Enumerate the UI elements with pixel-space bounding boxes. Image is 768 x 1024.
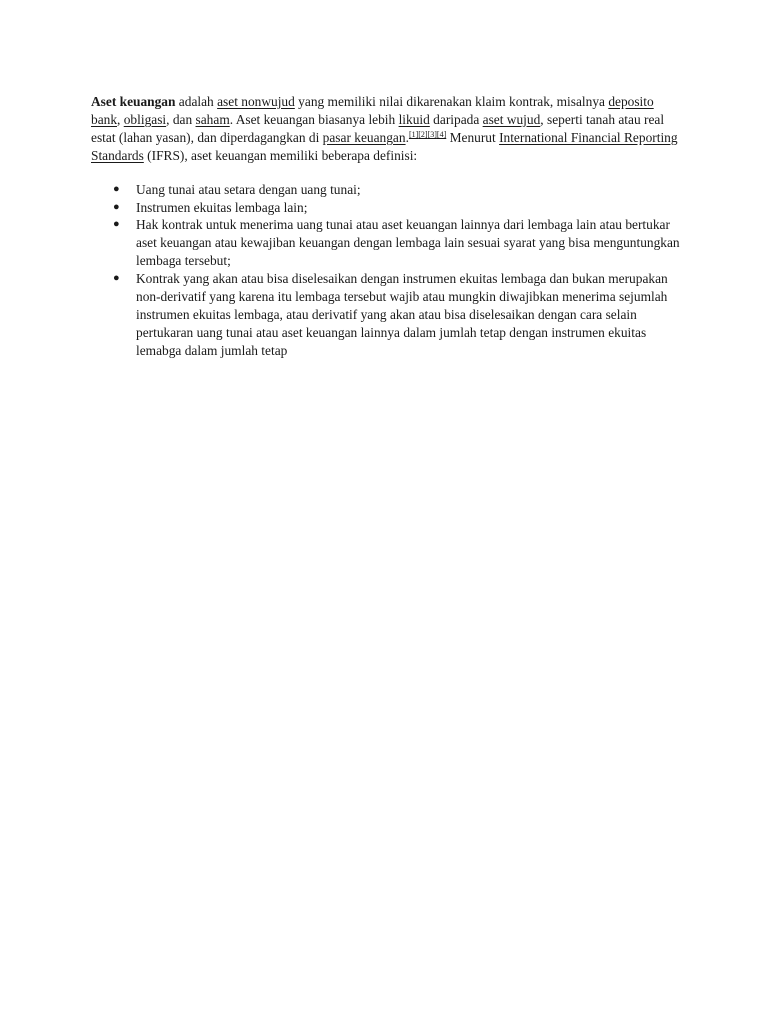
text-span: . Aset keuangan biasanya lebih [229,111,399,127]
list-item [113,270,681,360]
link-aset-nonwujud[interactable]: aset nonwujud [217,94,295,109]
text-span: (IFRS), aset keuangan memiliki beberapa definisi: [143,147,418,163]
list-item [113,216,681,270]
document-page [91,93,681,360]
text-span: , [117,111,124,127]
definition-list [91,181,681,360]
term-heading: Aset keuangan [91,94,176,109]
intro-paragraph [91,93,681,165]
text-span: , dan [166,111,196,127]
link-ifrs[interactable]: International Financial Reporting Standards [91,129,678,163]
link-saham[interactable]: saham [195,111,230,127]
list-item [113,181,681,199]
bullet-icon: ● [113,182,120,195]
link-pasar-keuangan[interactable]: pasar keuangan [322,129,406,145]
link-aset-wujud[interactable]: aset wujud [482,111,541,127]
text-span: . [405,129,409,145]
bullet-icon: ● [113,272,120,285]
bullet-icon: ● [113,200,120,213]
list-item-text: Kontrak yang akan atau bisa diselesaikan dengan instrumen ekuitas lembaga dan bukan merupakan non-derivatif yang karena itu lembaga tersebut wajib atau mungkin diwajibkan menerima sejumlah instrumen ekuitas lembaga, atau derivatif yang akan atau bisa diselesaikan dengan cara selain pertukaran uang tunai atau aset keuangan lainnya dalam jumlah tetap dengan instrumen ekuitas lemabga dalam jumlah tetap [136,271,668,358]
link-obligasi[interactable]: obligasi [123,111,167,127]
bullet-icon: ● [113,218,120,231]
list-item-text: Hak kontrak untuk menerima uang tunai atau aset keuangan lainnya dari lembaga lain atau bertukar aset keuangan atau kewajiban keuangan dengan lembaga lain sesuai syarat yang bisa menguntungkan lembaga tersebut; [136,217,680,269]
reference-link-2[interactable]: [2] [418,129,428,139]
text-span: adalah [175,94,218,109]
list-item-text: Uang tunai atau setara dengan uang tunai; [136,181,361,197]
text-span: daripada [429,111,483,127]
text-span: Menurut [446,129,500,145]
reference-markers [409,130,446,139]
list-item [113,199,681,217]
text-span: , seperti tanah atau real estat (lahan yasan), dan diperdagangkan di [91,111,665,145]
reference-link-3[interactable]: [3] [427,129,437,139]
reference-link-1[interactable]: [1] [408,129,419,139]
link-deposito-bank[interactable]: deposito bank [91,94,654,127]
list-item-text: Instrumen ekuitas lembaga lain; [136,199,308,215]
reference-link-4[interactable]: [4] [436,129,447,139]
text-span: yang memiliki nilai dikarenakan klaim kontrak, misalnya [294,94,609,109]
link-likuid[interactable]: likuid [398,111,430,127]
